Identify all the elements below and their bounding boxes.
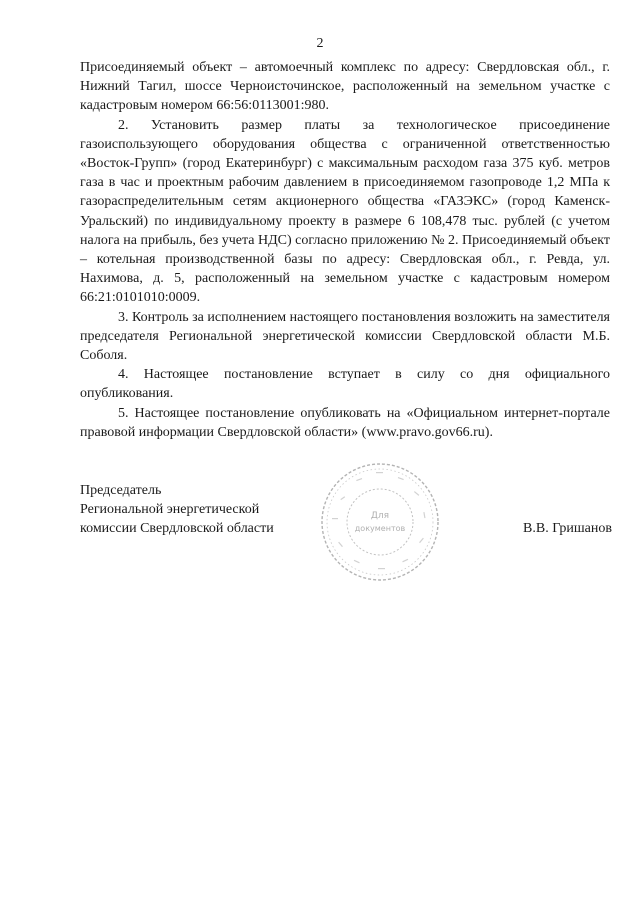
- signatory-title-line: Председатель: [80, 483, 162, 498]
- svg-text:Для: Для: [370, 511, 390, 521]
- paragraph-item-5: 5. Настоящее постановление опубликовать на «Официальном интернет-портале правовой информации Свердловской области» (www.pravo.gov66.ru).: [80, 405, 610, 440]
- page-number: 2: [316, 36, 324, 51]
- stamp-seal-icon: [318, 460, 442, 584]
- document-body: [80, 58, 610, 442]
- signatory-title: [80, 481, 274, 538]
- paragraph-item-3: 3. Контроль за исполнением настоящего постановления возложить на заместителя председателя Региональной энергетической комиссии Свердловской области М.Б. Соболя.: [80, 309, 610, 364]
- svg-text:документов: документов: [354, 524, 406, 533]
- signatory-title-line: комиссии Свердловской области: [80, 521, 274, 536]
- paragraph-object-description: Присоединяемый объект – автомоечный комплекс по адресу: Свердловская обл., г. Нижний Тагил, шоссе Черноисточинское, расположенный на земельном участке с кадастровым номером 66:56:0113001:980.: [80, 60, 610, 114]
- paragraph-item-2: 2. Установить размер платы за технологическое присоединение газоиспользующего оборудования общества с ограниченной ответственностью «Восток-Групп» (город Екатеринбург) с максимальным расходом газа 375 куб. метров газа в час и проектным рабочим давлением в присоединяемом газопроводе 1,2 МПа к газораспределительным сетям акционерного общества «ГАЗЭКС» (город Каменск-Уральский) по индивидуальному проекту в размере 6 108,478 тыс. рублей (с учетом налога на прибыль, без учета НДС) согласно приложению № 2. Присоединяемый объект – котельная производственной базы по адресу: Свердловская обл., г. Ревда, ул. Нахимова, д. 5, расположенный на земельном участке с кадастровым номером 66:21:0101010:0009.: [80, 117, 610, 306]
- signatory-title-line: Региональной энергетической: [80, 502, 260, 517]
- paragraph-item-4: 4. Настоящее постановление вступает в силу со дня официального опубликования.: [80, 367, 610, 402]
- signatory-name: В.В. Гришанов: [523, 521, 612, 536]
- official-stamp: [318, 460, 442, 584]
